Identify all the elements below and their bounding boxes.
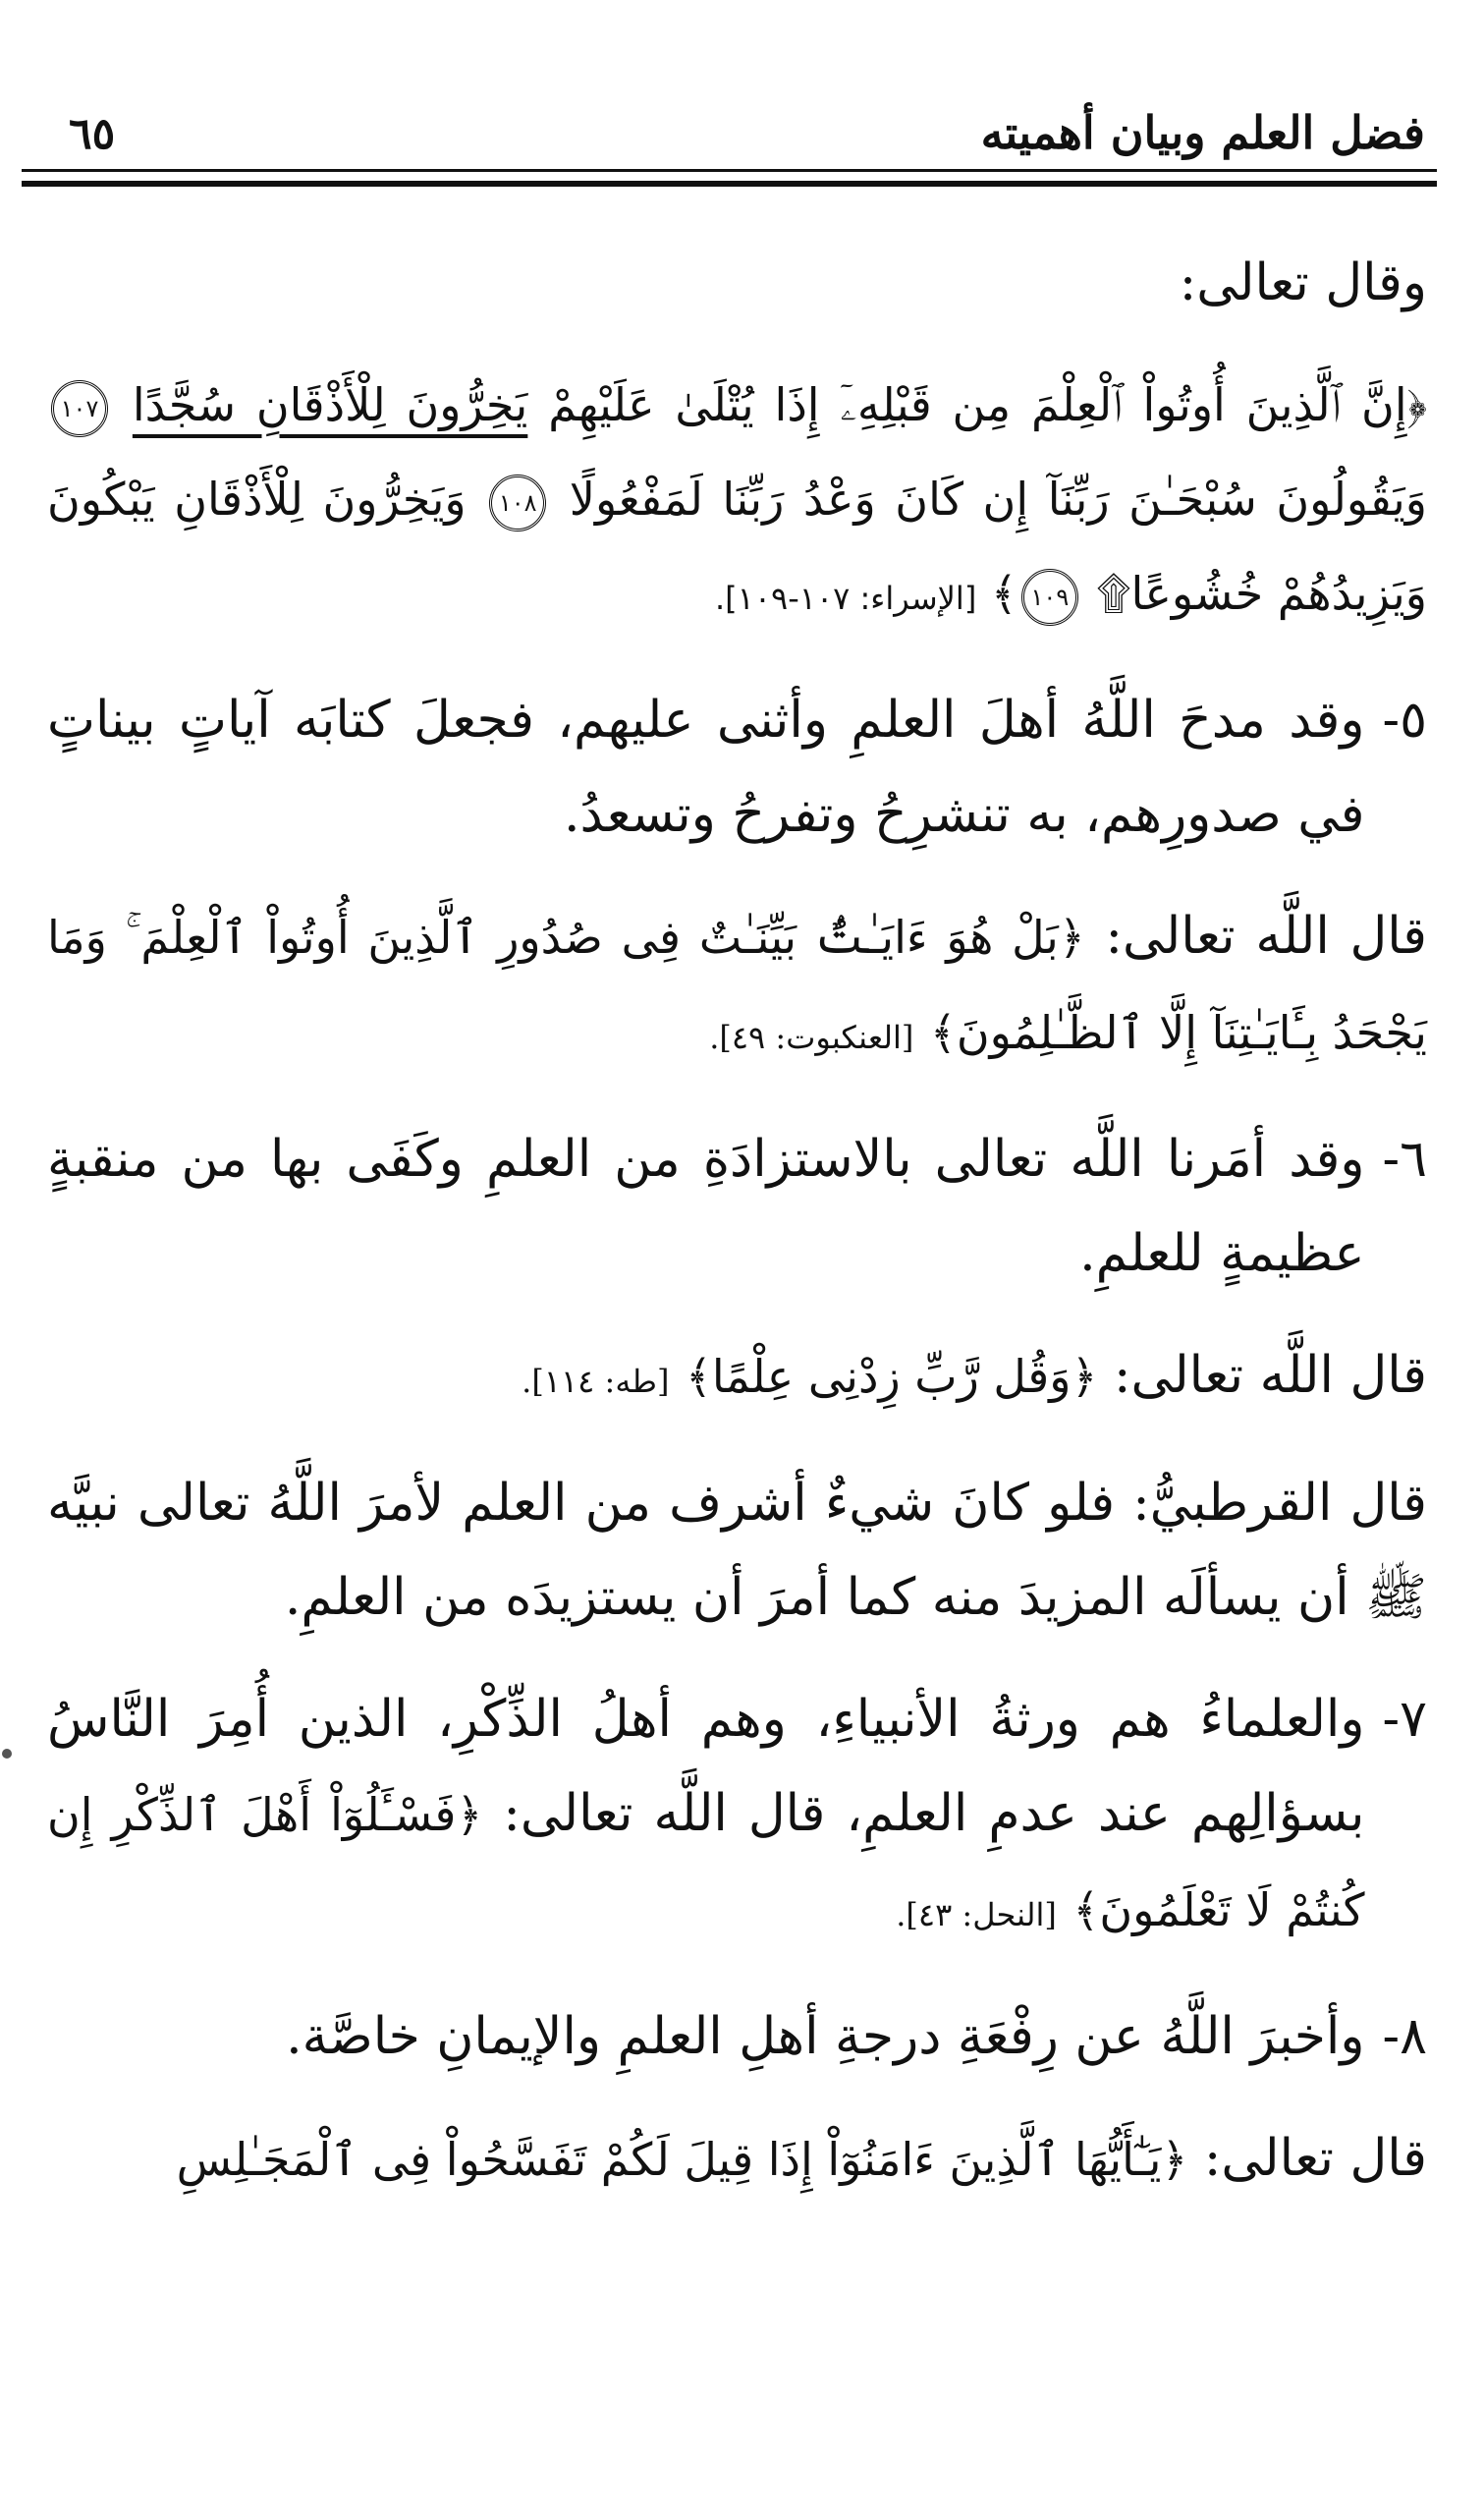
verse-text: ﴿فَسْـَٔلُوٓاْ أَهْلَ ٱلذِّكْرِ إِن كُنتُمْ لَا تَعْلَمُونَ﴾ (47, 1788, 1365, 1936)
verse-segment: وَيَقُولُونَ سُبْحَـٰنَ رَبِّنَآ إِن كَانَ وَعْدُ رَبِّنَا لَمَفْعُولًا (569, 473, 1427, 526)
ayah-number-marker: ١٠٩ (1021, 569, 1078, 626)
list-item-8 (47, 1989, 1427, 2084)
list-item-6 (47, 1112, 1427, 1301)
list-item-text: وقد مدحَ اللَّهُ أهلَ العلمِ وأثنى عليهم، فجعلَ كتابَه آياتٍ بيناتٍ في صدورِهم، به تنشرِحُ وتفرحُ وتسعدُ. (47, 691, 1365, 844)
quote-intro: قال اللَّه تعالى: (1105, 907, 1427, 966)
page-number: ٦٥ (69, 109, 116, 159)
list-item-number: ٧- (1382, 1690, 1427, 1749)
ayah-number-marker: ١٠٨ (489, 475, 546, 531)
list-item-7 (47, 1672, 1427, 1962)
verse-reference: [الإسراء: ١٠٧-١٠٩]. (714, 580, 977, 617)
list-item-text: وأخبرَ اللَّهُ عن رِفْعَةِ درجةِ أهلِ العلمِ والإيمانِ خاصَّة. (286, 2007, 1365, 2066)
running-header-title: فضل العلم وبيان أهميته (980, 106, 1425, 159)
verse-underlined-segment: يَخِرُّونَ لِلْأَذْقَانِ سُجَّدًا (132, 378, 528, 431)
quran-quote-isra (47, 358, 1427, 645)
qurtubi-paragraph (47, 1456, 1427, 1645)
header-rule-thin (22, 169, 1437, 172)
list-item-number: ٥- (1382, 691, 1427, 750)
list-item-text: وقد أمَرنا اللَّه تعالى بالاستزادَةِ من العلمِ وكَفَى بها من منقبةٍ عظيمةٍ للعلمِ. (47, 1130, 1365, 1283)
verse-reference: [العنكبوت: ٤٩]. (709, 1019, 914, 1056)
ayah-number-marker: ١٠٧ (51, 380, 108, 437)
list-item-prose: والعلماءُ هم ورثةُ الأنبياءِ، وهم أهلُ الذِّكْرِ، الذين أُمِرَ النَّاسُ بسؤالِهم عند عدمِ العلمِ، قال اللَّه تعالى: (47, 1690, 1365, 1843)
verse-segment: وَيَخِرُّونَ لِلْأَذْقَانِ يَبْكُونَ وَيَزِيدُهُمْ خُشُوعًا۩ (47, 473, 1427, 620)
list-item-5 (47, 673, 1427, 862)
page-body (47, 236, 1427, 2234)
list-item-number: ٨- (1382, 2007, 1427, 2066)
margin-dot (2, 1749, 12, 1759)
quote-intro: قال تعالى: (1203, 2129, 1427, 2188)
verse-reference: [طه: ١١٤]. (522, 1363, 670, 1400)
intro-line (47, 236, 1427, 330)
verse-reference: [النحل: ٤٣]. (896, 1896, 1057, 1933)
list-item-text (47, 1672, 1364, 1962)
header-rule-thick (22, 181, 1437, 187)
running-header (69, 90, 1425, 159)
quran-quote-mujadila (47, 2111, 1427, 2207)
verse-segment: ﴿إِنَّ ٱلَّذِينَ أُوتُواْ ٱلْعِلْمَ مِن قَبْلِهِۦٓ إِذَا يُتْلَىٰ عَلَيْهِمْ (548, 378, 1427, 431)
verse-text: ﴿وَقُل رَّبِّ زِدْنِى عِلْمًا﴾ (685, 1350, 1098, 1403)
verse-text: ﴿بَلْ هُوَ ءَايَـٰتٌۢ بَيِّنَـٰتٌ فِى صُدُورِ ٱلَّذِينَ أُوتُواْ ٱلْعِلْمَ ۚ وَمَا يَجْحَدُ بِـَٔايَـٰتِنَآ إِلَّا ٱلظَّـٰلِمُونَ﴾ (47, 911, 1427, 1059)
quran-quote-ankabut (47, 889, 1427, 1085)
quote-intro: قال اللَّه تعالى: (1113, 1346, 1427, 1405)
paragraph-text: قال القرطبيُّ: فلو كانَ شيءٌ أشرف من العلم لأمرَ اللَّهُ تعالى نبيَّه ﷺ أن يسألَه المزيدَ منه كما أمرَ أن يستزيدَه من العلمِ. (47, 1474, 1427, 1627)
verse-close-bracket: ﴾ (990, 567, 1017, 620)
list-item-number: ٦- (1382, 1130, 1427, 1189)
verse-text: ﴿يَـٰٓأَيُّهَا ٱلَّذِينَ ءَامَنُوٓاْ إِذَا قِيلَ لَكُمْ تَفَسَّحُواْ فِى ٱلْمَجَـٰلِسِ (176, 2133, 1188, 2186)
intro-text: وقال تعالى: (1179, 253, 1427, 312)
quran-quote-taha (47, 1328, 1427, 1428)
